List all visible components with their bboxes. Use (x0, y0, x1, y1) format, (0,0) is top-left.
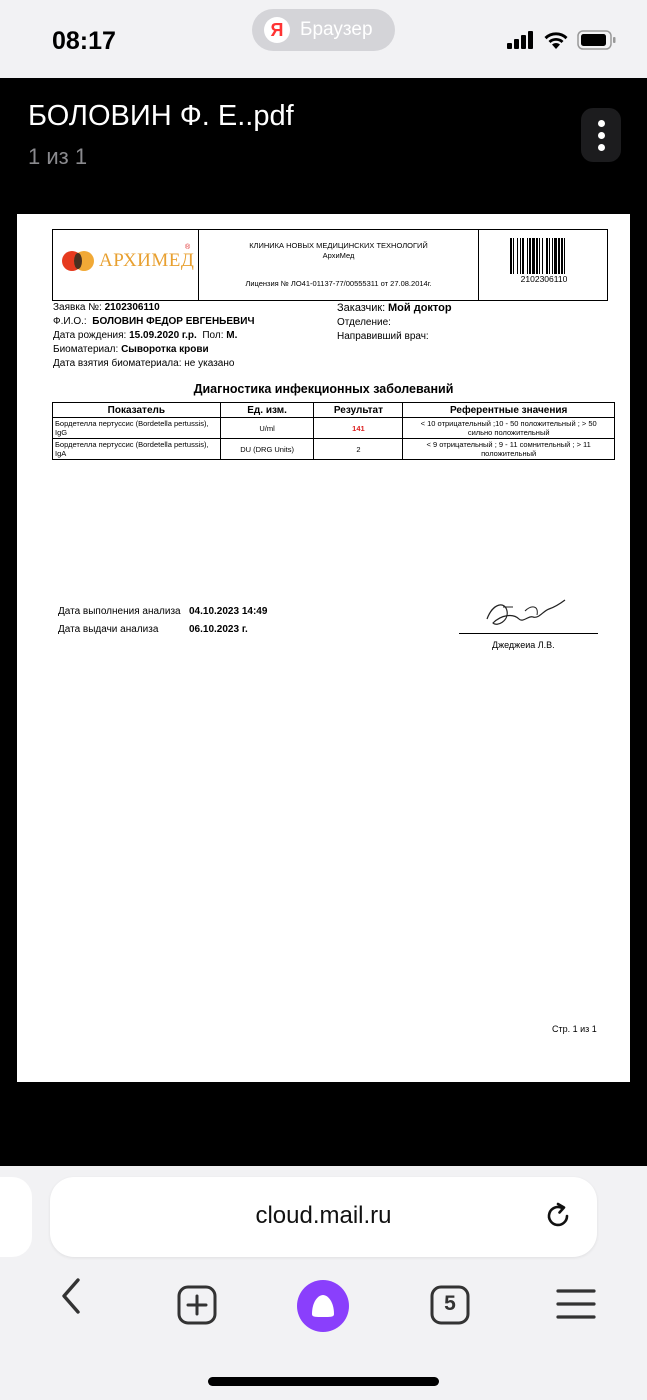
header-reference: Референтные значения (403, 403, 615, 418)
unit-cell: DU (DRG Units) (220, 439, 314, 460)
yandex-icon: Я (264, 17, 290, 43)
document-header (52, 229, 608, 301)
done-date: 04.10.2023 14:49 (189, 606, 268, 617)
clinic-short-name: АрхиМед (322, 251, 355, 260)
issued-date-line: Дата выдачи анализа 06.10.2023 г. (58, 624, 248, 635)
indicator-cell: Бордетелла пертуссис (Bordetella pertussis), IgA (53, 439, 221, 460)
patient-info (53, 301, 254, 371)
done-date-line: Дата выполнения анализа 04.10.2023 14:49 (58, 606, 268, 617)
analysis-dates (58, 603, 267, 639)
logo-mark-icon (61, 250, 95, 272)
clinic-license: Лицензия № ЛО41-01137-77/00555311 от 27.08.2014г. (245, 279, 432, 288)
browser-toolbar (0, 1166, 647, 1400)
alice-assistant-icon[interactable] (297, 1280, 349, 1332)
results-header-row (53, 403, 615, 418)
customer-value: Мой доктор (388, 302, 452, 314)
page-counter: 1 из 1 (28, 144, 88, 169)
clock: 08:17 (52, 27, 116, 55)
page-footer: Стр. 1 из 1 (552, 1024, 597, 1034)
system-icons (507, 30, 617, 50)
pdf-viewer (0, 78, 647, 1166)
fio-line: Ф.И.О.: БОЛОВИН ФЕДОР ЕВГЕНЬЕВИЧ (53, 316, 255, 327)
sampling-value: не указано (184, 358, 235, 369)
results-table (52, 402, 615, 460)
unit-cell: U/ml (220, 418, 314, 439)
signer-name: Джеджеиа Л.В. (492, 640, 555, 650)
barcode-number: 2102306110 (520, 274, 568, 284)
clinic-logo (53, 230, 199, 300)
table-row (53, 439, 615, 460)
more-menu-button[interactable] (581, 108, 621, 162)
section-title: Диагностика инфекционных заболеваний (193, 382, 454, 396)
hamburger-menu-icon[interactable] (556, 1287, 596, 1321)
signature-line (459, 633, 598, 634)
battery-icon (577, 30, 617, 50)
pdf-page[interactable] (17, 214, 630, 1082)
issued-date: 06.10.2023 г. (189, 624, 248, 635)
url-text: cloud.mail.ru (255, 1202, 392, 1229)
header-result: Результат (314, 403, 403, 418)
sex-value: М. (226, 330, 238, 341)
result-cell: 141 (314, 418, 403, 439)
previous-tab-card[interactable] (0, 1177, 32, 1257)
status-bar (0, 0, 647, 78)
tabs-counter-button[interactable] (430, 1285, 470, 1325)
document-title: БОЛОВИН Ф. Е..pdf (28, 100, 294, 132)
biomaterial-line: Биоматериал: Сыворотка крови (53, 344, 209, 355)
new-tab-icon[interactable] (177, 1285, 217, 1325)
result-cell: 2 (314, 439, 403, 460)
wifi-icon (543, 31, 569, 50)
more-dot-icon (598, 132, 605, 139)
more-dot-icon (598, 120, 605, 127)
order-number: 2102306110 (104, 302, 160, 313)
customer-info (337, 301, 452, 344)
table-row (53, 418, 615, 439)
order-line: Заявка №: 2102306110 (53, 302, 160, 313)
birth-line: Дата рождения: 15.09.2020 г.р. Пол: М. (53, 330, 238, 341)
referring-doctor-line: Направивший врач: (337, 331, 429, 342)
logo-wordmark: АРХИМЕД (99, 250, 195, 271)
barcode (480, 230, 608, 300)
back-icon[interactable] (56, 1276, 86, 1316)
browser-pill-label: Браузер (300, 19, 373, 40)
reference-cell: < 9 отрицательный ; 9 - 11 сомнительный ; > 11 положительный (403, 439, 615, 460)
birth-date: 15.09.2020 г.р. (129, 330, 197, 341)
sampling-line: Дата взятия биоматериала: не указано (53, 358, 235, 369)
biomaterial-value: Сыворотка крови (121, 344, 209, 355)
patient-name: БОЛОВИН ФЕДОР ЕВГЕНЬЕВИЧ (92, 316, 255, 327)
indicator-cell: Бордетелла пертуссис (Bordetella pertussis), IgG (53, 418, 221, 439)
header-indicator: Показатель (53, 403, 221, 418)
clinic-info (199, 230, 479, 300)
registered-mark-icon: ® (185, 244, 191, 251)
reload-icon[interactable] (543, 1201, 573, 1231)
tabs-count: 5 (444, 1292, 456, 1315)
browser-pill[interactable] (252, 9, 395, 51)
home-indicator (208, 1377, 439, 1386)
reference-cell: < 10 отрицательный ;10 - 50 положительный ; > 50 сильно положительный (403, 418, 615, 439)
address-bar[interactable] (50, 1177, 597, 1257)
customer-line: Заказчик: Мой доктор (337, 302, 452, 314)
cellular-signal-icon (507, 31, 535, 49)
signature-icon (483, 597, 569, 631)
header-unit: Ед. изм. (220, 403, 314, 418)
department-line: Отделение: (337, 317, 391, 328)
more-dot-icon (598, 144, 605, 151)
clinic-name: КЛИНИКА НОВЫХ МЕДИЦИНСКИХ ТЕХНОЛОГИЙ (249, 241, 428, 250)
